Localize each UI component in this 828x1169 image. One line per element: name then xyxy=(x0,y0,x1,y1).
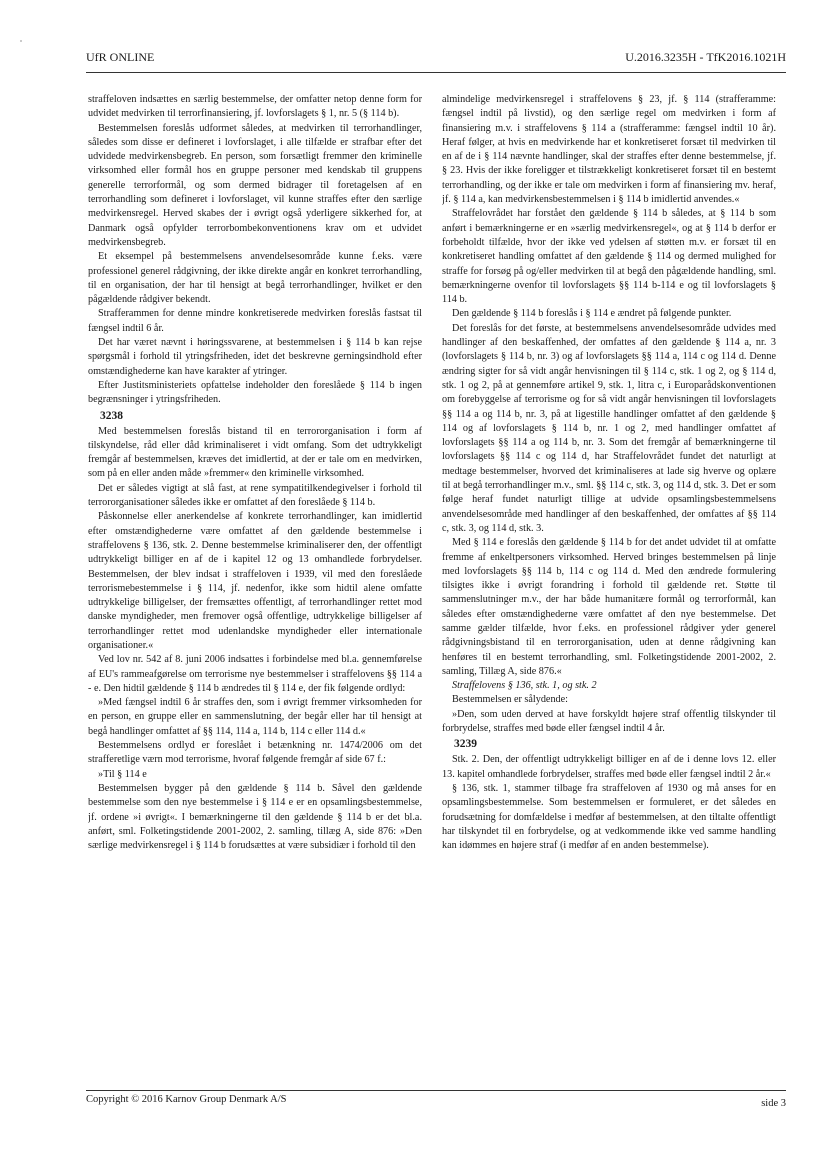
paragraph: Straffelovens § 136, stk. 1, og stk. 2 xyxy=(452,680,597,692)
paragraph: Med bestemmelsen foreslås bistand til en terrororganisation i form af tilskyndelse, råd eller dåd kriminaliseret i vidt omfang. Som det udtrykkeligt fremgår af bestemmelsen, kræves det imidlertid, at der er tale om en medvirken, som på en eller anden måde »fremmer« den kriminelle virksomhed. xyxy=(88,425,422,480)
paragraph: Påskonnelse eller anerkendelse af konkrete terrorhandlinger, kan imidlertid efter omstændighederne være omfattet af den gældende bestemmelse i straffelovens § 136, stk. 2. Denne bestemmelse kriminaliserer den, der offentligt udtrykkeligt billiger en af de i kapitel 12 og 13 omhandlede forbrydelser. Bestemmelsen, der blev indsat i straffeloven i 1939, vil med den foreslåede terrorismebestemmelse i § 114, jf. nedenfor, ikke som hidtil alene omfatte udtrykkelige billigelser, der fremsættes offentligt, af terrorhandlinger rettet mod danske myndigheder, men fremover også offentlige, udtrykkelige billigelser af terrorhandlinger rettet mod udenlandske myndigheder eller internationale organisationer.« xyxy=(88,511,422,651)
paragraph: Det foreslås for det første, at bestemmelsens anvendelsesområde udvides med handlinger af den beskaffenhed, der omfattes af den gældende § 114 a, nr. 3 (lovforslagets § 114 b, nr. 3) og af lovforslagets §§ 114 a, 114 c og 114 d. Denne ændring sigter for så vidt angår henvisningen til § 114 c, stk. 1 og 2, og § 114 d, stk. 1 og 2, på at gennemføre artikel 9, stk. 1, litra c, i Europarådskonventionen om forebyggelse af terrorisme og for så vidt angår henvisningen til lovforslagets §§ 114 a og 114 b, nr. 3, på at ligestille handlinger omfattet af den gældende § 114 og af lovforslagets § 114 b, nr. 1 og 2, med handlinger omfattet af lovforslagets §§ 114 a og 114 b, nr. 3. Som det fremgår af bemærkningerne til lovforslagets §§ 114 c og 114 d, har Straffelovrådet fundet det naturligt at medtage bestemmelser, hvorved det kriminaliseres at lade sig hverve og oplære til at begå terrorhandlinger m.v., sml. §§ 114 c, stk. 3, og 114 d, stk. 3. Det er som følge heraf fundet naturligt tillige at udvide opsamlingsbestemmelsens anvendelsesområde med handlinger af den beskaffenhed, der omfattes af §§ 114 c, stk. 3, og 114 d, stk. 3. xyxy=(442,322,776,534)
source-label: UfR ONLINE xyxy=(86,50,155,64)
page-number: side 3 xyxy=(761,1098,786,1109)
footer-divider xyxy=(86,1090,786,1091)
paragraph: Stk. 2. Den, der offentligt udtrykkeligt billiger en af de i denne lovs 12. eller 13. kapitel omhandlede forbrydelser, straffes med bøde eller fængsel indtil 2 år.« xyxy=(442,754,776,780)
copyright-notice: Copyright © 2016 Karnov Group Denmark A/S xyxy=(86,1094,287,1105)
paragraph: Strafferammen for denne mindre konkretiserede medvirken foreslås fastsat til fængsel indtil 6 år. xyxy=(88,308,422,334)
paragraph: § 136, stk. 1, stammer tilbage fra straffeloven af 1930 og må anses for en opsamlingsbestemmelse. Som bestemmelsen er formuleret, er det således en forudsætning for domfældelse i medfør af bestemmelsen, at den tiltalte offentligt har tilskyndet til en forbrydelse, og at vedkommende ikke ved samme handling kan idømmes en højere straf (i medfør af en anden bestemmelse). xyxy=(442,782,776,852)
paragraph: Det har været nævnt i høringssvarene, at bestemmelsen i § 114 b kan rejse spørgsmål i forhold til ytringsfriheden, idet det beskrevne gerningsindhold efter omstændighederne kan have karakter af ytringer. xyxy=(88,337,422,377)
paragraph: Bestemmelsen er sålydende: xyxy=(452,694,568,706)
document-reference: U.2016.3235H - TfK2016.1021H xyxy=(625,50,786,64)
scan-speck xyxy=(20,40,22,42)
left-column xyxy=(88,93,422,1089)
paragraph: Bestemmelsen foreslås udformet således, at medvirken til terrorhandlinger, således som disse er defineret i lovforslaget, i alle tilfælde er strafbar efter det udvidede medvirkensbegreb. En person, som forsætligt fremmer den kriminelle virksomhed eller formål hos en gruppe personer med kendskab til gruppens generelle terrorformål, og som dermed bidrager til foretagelsen af en terrorhandling som defineret i lovforslaget, vil kunne straffes efter den særlige medvirkensregel. Herved skabes der i øvrigt også yderligere sikkerhed for, at Danmark også opfylder terrorbombekonventionens krav om et udvidet medvirkensbegreb. xyxy=(88,122,422,248)
page-marker: 3238 xyxy=(100,409,123,422)
paragraph: Det er således vigtigt at slå fast, at rene sympatitilkendegivelser i forhold til terrororganisationer således ikke er omfattet af den foreslåede § 114 b. xyxy=(88,482,422,509)
paragraph: almindelige medvirkensregel i straffelovens § 23, jf. § 114 (strafferamme: fængsel indtil på livstid), og den særlige regel om medvirken i form af finansiering m.v. i straffelovens § 114 a (strafferamme: fængsel indtil 10 år). Heraf følger, at hvis en medvirkende har et konkretiseret forsæt til medvirken til en af de i § 114 nævnte handlinger, skal der straffes efter denne bestemmelse, jf. § 23. Hvis der ikke foreligger et tilstrækkeligt konkretiseret forsæt til en bestemt terrorhandling, og der ikke er tale om medvirken i form af finansiering mv. heraf, jf. § 114 a, kan medvirkensbestemmelsen i § 114 b imidlertid anvendes.« xyxy=(442,94,776,206)
paragraph: Bestemmelsen bygger på den gældende § 114 b. Såvel den gældende bestemmelse som den nye bestemmelse i § 114 e er en opsamlingsbestemmelse, jf. ordene »i øvrigt«. I bemærkningerne til den gældende § 114 b er det bl.a. anført, sml. Folketingstidende 2001-2002, 2. samling, tillæg A, side 876: »Den særlige medvirkensregel i § 114 b forudsættes at være subsidiær i forhold til den xyxy=(88,782,422,852)
paragraph: Ved lov nr. 542 af 8. juni 2006 indsattes i forbindelse med bl.a. gennemførelse af EU's rammeafgørelse om terrorisme nye bestemmelser i straffelovens §§ 114 a - e. Den hidtil gældende § 114 b ændredes til § 114 e, der fik følgende ordlyd: xyxy=(88,654,422,694)
paragraph: Efter Justitsministeriets opfattelse indeholder den foreslåede § 114 b ingen begrænsninger i ytringsfriheden. xyxy=(88,379,422,406)
paragraph: »Med fængsel indtil 6 år straffes den, som i øvrigt fremmer virksomheden for en person, en gruppe eller en sammenslutning, der begår eller har til hensigt at begå handlinger omfattet af §§ 114, 114 a, 114 b, 114 c eller 114 d.« xyxy=(88,697,422,737)
page-footer xyxy=(86,1094,786,1116)
header-divider xyxy=(86,72,786,73)
paragraph: Bestemmelsens ordlyd er foreslået i betænkning nr. 1474/2006 om det strafferetlige værn mod terrorisme, hvoraf følgende fremgår af side 67 f.: xyxy=(88,740,422,766)
paragraph: »Til § 114 e xyxy=(98,768,147,780)
paragraph: Med § 114 e foreslås den gældende § 114 b for det andet udvidet til at omfatte fremme af enkeltpersoners virksomhed. Herved bringes bestemmelsen på linje med lovforslagets §§ 114 b, 114 c og 114 d. Med den ændrede formulering tilsigtes ikke i øvrigt forandring i forhold til gældende ret. Støtte til sammenslutninger m.v., der har både humanitære formål og terrorformål, kan således efter omstændighederne være omfattet af den nye bestemmelse. Det samme gælder tilfælde, hvor f.eks. en professionel rådgiver yder generel rådgivningsbistand til en terrororganisation, uden at denne rådgivning kan henføres til en bestemt terrorhandling, sml. Folketingstidende 2001-2002, 2. samling, Tillæg A, side 876.« xyxy=(442,537,776,677)
page-header xyxy=(86,50,786,72)
paragraph: »Den, som uden derved at have forskyldt højere straf offentlig tilskynder til forbrydelse, straffes med bøde eller fængsel indtil 4 år. xyxy=(442,708,776,735)
right-column xyxy=(442,93,776,1089)
page-marker: 3239 xyxy=(454,738,477,751)
paragraph: Straffelovrådet har forstået den gældende § 114 b således, at § 114 b som anført i bemærkningerne er en »særlig medvirkensregel«, og at § 114 b derfor er forbeholdt tilfælde, hvor der ikke ved ydelsen af støtten m.v. er forsæt til en konkretiseret handling omfattet af den gældende § 114 og dermed mulighed for straffe for forsøg på og/eller medvirken til at begå den pågældende handling, sml. bemærkningerne ovenfor til lovforslagets §§ 114 b-114 e og til lovforslagets § 114 b. xyxy=(442,208,776,306)
paragraph: straffeloven indsættes en særlig bestemmelse, der omfatter netop denne form for udvidet medvirken til terrorfinansiering, jf. lovforslagets § 1, nr. 5 (§ 114 b). xyxy=(88,94,422,120)
paragraph: Et eksempel på bestemmelsens anvendelsesområde kunne f.eks. være professionel generel rådgivning, der ikke direkte angår en konkret terrorhandling, til en organisation, der har til hensigt at begå terrorhandlinger, hvilket er den pågældende rådgiver bekendt. xyxy=(88,251,422,306)
paragraph: Den gældende § 114 b foreslås i § 114 e ændret på følgende punkter. xyxy=(452,308,732,320)
